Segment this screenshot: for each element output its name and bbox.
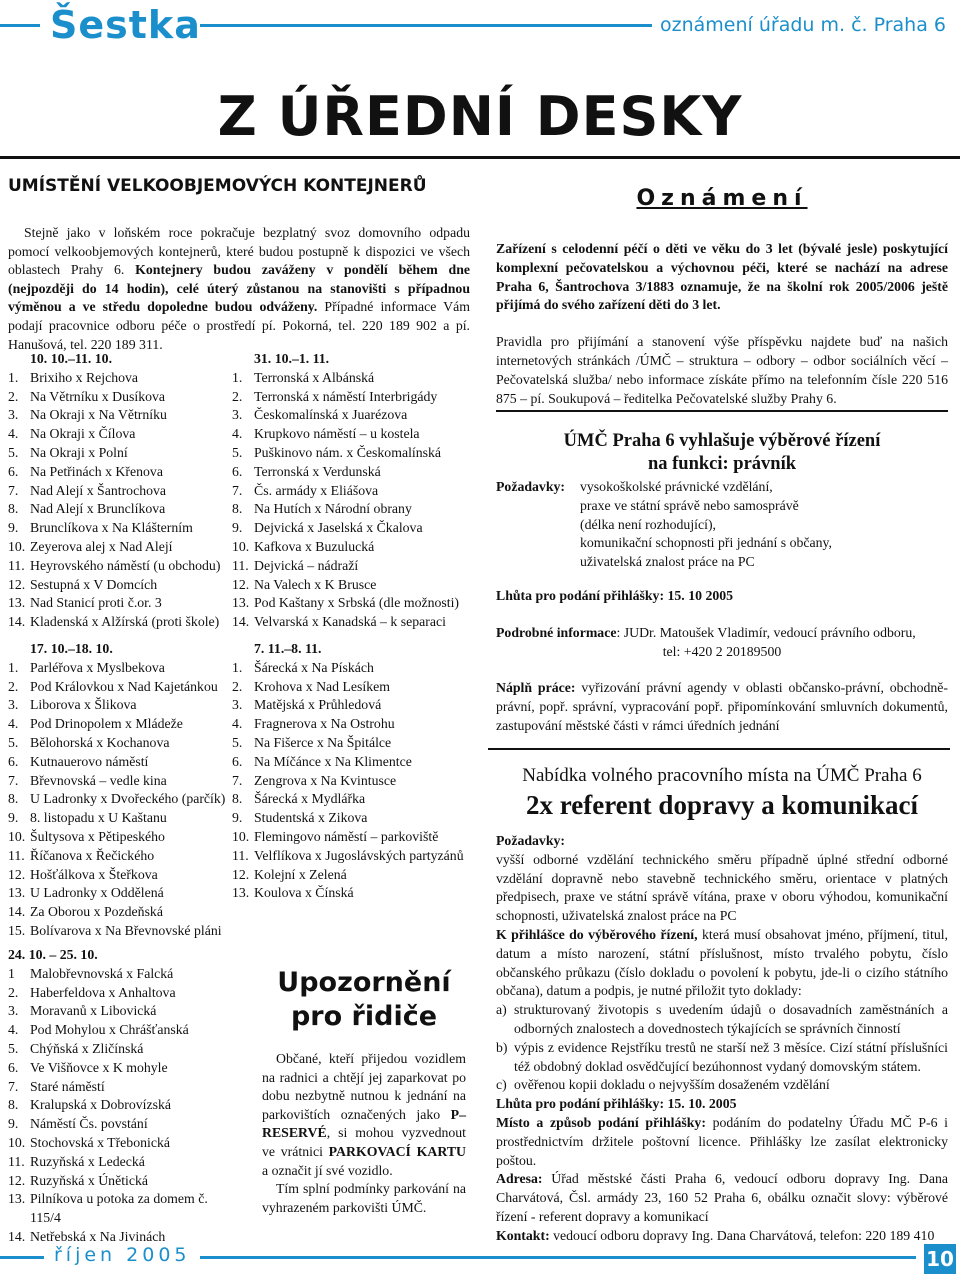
- list-item: [232, 538, 472, 557]
- group-list: [232, 659, 472, 903]
- list-item: [8, 903, 240, 922]
- list-item-number: 9.: [8, 810, 19, 826]
- tender-req-label: Požadavky:: [496, 479, 565, 494]
- group-date: 7. 11.–8. 11.: [254, 641, 322, 656]
- list-item-number: 11.: [8, 557, 25, 573]
- list-item-number: 5.: [8, 1040, 19, 1056]
- list-item: [8, 809, 240, 828]
- list-item: [8, 753, 240, 772]
- list-item-text: Velflíkova x Jugoslávských partyzánů: [254, 847, 464, 863]
- job-place-text: podáním do podatelny Úřadu MČ P-6 i prostřednictvím držitele poštovní licence. Přihlášky lze zasílat elektronicky poštou.: [496, 1114, 949, 1168]
- list-item-number: 9.: [232, 520, 243, 536]
- warning-text: [262, 1050, 466, 1180]
- list-item: [232, 519, 472, 538]
- list-item-text: 8. listopadu x U Kaštanu: [30, 810, 167, 826]
- list-item-number: 3.: [232, 697, 243, 713]
- list-item-number: 8.: [8, 791, 19, 807]
- list-item-text: Heyrovského náměstí (u obchodu): [30, 557, 221, 573]
- list-item-number: 2.: [232, 678, 243, 694]
- list-item: [232, 500, 472, 519]
- list-item-number: 6.: [8, 753, 19, 769]
- page-title: Z ÚŘEDNÍ DESKY: [217, 85, 743, 148]
- tender-req-item: (délka není rozhodující),: [580, 516, 717, 532]
- header-rule: [200, 24, 670, 27]
- intro-bold-text: Kontejnery budou zaváženy v pondělí během dne (nejpozději do 14 hodin), celé úterý zůstanou na stanovišti s případnou výměnou a ve středu dopoledne budou odváženy.: [8, 262, 470, 315]
- job-address: [496, 1170, 948, 1226]
- list-item: [8, 482, 240, 501]
- list-item: [232, 463, 472, 482]
- list-item-number: 10.: [8, 1134, 26, 1150]
- list-item-text: Velvarská x Kanadská – k separaci: [254, 614, 446, 630]
- list-item-number: 4.: [8, 1022, 19, 1038]
- list-item: [8, 790, 240, 809]
- group-list: [8, 369, 240, 632]
- list-item-number: 3.: [232, 407, 243, 423]
- list-item-text: Na Větrníku x Dusíkova: [30, 388, 166, 404]
- group-date: 31. 10.–1. 11.: [254, 351, 330, 366]
- list-item-number: 7.: [8, 772, 19, 788]
- list-item-text: Terronská x Albánská: [254, 369, 375, 385]
- intro-text: Stejně jako v loňském roce pokračuje bezplatný svoz domovního odpadu pomocí velkoobjemových kontejnerů, které budou postupně k dispozici ve všech oblastech Prahy 6.: [8, 225, 470, 278]
- list-item-number: 2.: [8, 984, 19, 1000]
- job-req-label: Požadavky:: [496, 833, 565, 848]
- list-item-text: Kolejní x Zelená: [254, 866, 347, 882]
- job-place-label: Místo a způsob podání přihlášky:: [496, 1114, 706, 1130]
- list-item-text: Na Míčánce x Na Klimentce: [254, 753, 412, 769]
- list-item: [8, 1040, 240, 1059]
- list-item-number: 2.: [232, 388, 243, 404]
- list-item-number: 9.: [232, 810, 243, 826]
- list-item-number: 8.: [232, 501, 243, 517]
- list-item: [232, 557, 472, 576]
- job-subtitle: Nabídka volného pracovního místa na ÚMČ Praha 6: [522, 765, 922, 786]
- job-doc-item: c) ověřenou kopii dokladu o nejvyšším dosaženém vzdělání: [496, 1077, 830, 1093]
- list-item-text: Břevnovská – vedle kina: [30, 772, 167, 788]
- list-item: [8, 828, 240, 847]
- list-item: [232, 866, 472, 885]
- list-item: [8, 734, 240, 753]
- group-date: 17. 10.–18. 10.: [30, 641, 113, 656]
- list-item-text: Malobřevnovská x Falcká: [30, 965, 174, 981]
- list-item-number: 8.: [8, 501, 19, 517]
- list-item-number: 6.: [8, 463, 19, 479]
- list-item: [8, 613, 240, 632]
- list-item-text: Parléřova x Myslbekova: [30, 659, 165, 675]
- schedule-group-4: [232, 640, 472, 903]
- list-item-number: 5.: [8, 444, 19, 460]
- list-item: [8, 772, 240, 791]
- group-date: 24. 10. – 25. 10.: [8, 947, 98, 962]
- notice-paragraph: Pravidla pro přijímání a stanovení výše příspěvku najdete buď na našich internetových stránkách /ÚMČ – struktura – odbory – odbor sociálních věcí – Pečovatelská služba/ nebo informace získáte přímo na telefonním čísle 220 516 875 – pí. Soukupová – ředitelka Pečovatelské služby Prahy 6.: [496, 334, 948, 406]
- warning-title-line2: pro řidiče: [290, 1001, 438, 1032]
- list-item: [232, 388, 472, 407]
- list-item: [8, 847, 240, 866]
- list-item-number: 7.: [8, 1078, 19, 1094]
- list-item-number: 2.: [8, 388, 19, 404]
- list-item-text: Stochovská x Třebonická: [30, 1134, 170, 1150]
- list-item-text: Ve Višňovce x K mohyle: [30, 1059, 168, 1075]
- tender-title: [496, 430, 948, 476]
- job-attach-text: která musí obsahovat jméno, příjmení, titul, datum a místo narození, státní příslušnost, místo trvalého pobytu, číslo občanského průkazu (číslo dokladu o povolení k pobytu, jde-li o cizího státního občana), datum a podpis, je nutné přiložit tyto doklady:: [496, 926, 949, 999]
- driver-warning: [262, 966, 466, 1217]
- schedule-group-1: [8, 350, 240, 632]
- list-item: [232, 659, 472, 678]
- list-item: [8, 519, 240, 538]
- list-item-text: Staré náměstí: [30, 1078, 105, 1094]
- list-item-number: 15.: [8, 922, 26, 938]
- list-item: [232, 613, 472, 632]
- list-item: [8, 984, 240, 1003]
- list-item-number: 4.: [232, 426, 243, 442]
- list-item-text: Studentská x Zikova: [254, 810, 368, 826]
- list-item-number: 4.: [232, 716, 243, 732]
- list-item-text: Brixiho x Rejchova: [30, 369, 139, 385]
- list-item-text: Říčanova x Řečického: [30, 847, 155, 863]
- tender-duties: [496, 679, 948, 735]
- list-item: [8, 866, 240, 885]
- list-item: [8, 678, 240, 697]
- intro-text-end: Případné informace Vám podají pracovnice odboru péče o prostředí pí. Pokorná, tel. 220 189 902 a pí. Hanušová, tel. 220 189 311.: [8, 299, 470, 352]
- list-item-text: Pod Drinopolem x Mládeže: [30, 716, 183, 732]
- list-item-text: Matějská x Průhledová: [254, 697, 382, 713]
- job-attachments: [496, 926, 948, 1001]
- office-label: oznámení úřadu m. č. Praha 6: [652, 14, 946, 37]
- list-item: [232, 576, 472, 595]
- list-item-text: Šárecká x Mydlářka: [254, 791, 366, 807]
- schedule-group-2: [232, 350, 472, 632]
- list-item: [8, 444, 240, 463]
- list-item-text: Kutnauerovo náměstí: [30, 753, 149, 769]
- list-item-text: Ruzyňská x Ledecká: [30, 1153, 145, 1169]
- warning-text-end: Tím splní podmínky parkování na vyhrazeném parkovišti ÚMČ.: [262, 1181, 466, 1215]
- list-item-text: Českomalínská x Juarézova: [254, 407, 408, 423]
- list-item-text: Fragnerova x Na Ostrohu: [254, 716, 395, 732]
- list-item: [232, 678, 472, 697]
- list-item: [8, 1190, 240, 1228]
- list-item-number: 6.: [8, 1059, 19, 1075]
- list-item-text: Bělohorská x Kochanova: [30, 734, 170, 750]
- list-item-number: 11.: [232, 557, 249, 573]
- list-item-text: Na Fišerce x Na Špitálce: [254, 734, 392, 750]
- list-item-text: Moravanů x Libovická: [30, 1003, 157, 1019]
- warning-text-c: a označit jí své vozidlo.: [262, 1162, 393, 1178]
- job-contact-text: vedoucí odboru dopravy Ing. Dana Charvátová, telefon: 220 189 410: [549, 1227, 935, 1243]
- list-item: [8, 715, 240, 734]
- list-item-text: Flemingovo náměstí – parkoviště: [254, 828, 439, 844]
- list-item: [232, 753, 472, 772]
- page-number: 10: [924, 1244, 956, 1274]
- job-doc-item: b) výpis z evidence Rejstříku trestů ne starší než 3 měsíce. Cizí státní příslušníci též obdobný doklad osvědčující bezúhonnost vydaný domovským státem.: [496, 1039, 948, 1074]
- list-item: [8, 425, 240, 444]
- list-item: [232, 790, 472, 809]
- list-item-number: 7.: [232, 772, 243, 788]
- list-item-number: 9.: [8, 1116, 19, 1132]
- group-list: [8, 965, 240, 1247]
- list-item-text: Na Okraji x Čílova: [30, 426, 136, 442]
- list-item-number: 13.: [8, 885, 26, 901]
- job-contact-label: Kontakt:: [496, 1227, 550, 1243]
- list-item: [8, 538, 240, 557]
- list-item-number: 1.: [8, 659, 19, 675]
- warning-text-a: Občané, kteří přijedou vozidlem na radnici a chtějí jej zaparkovat po dobu nezbytně nutnou k jednání na parkovištích označených jako: [262, 1051, 466, 1122]
- list-item-text: Sestupná x V Domcích: [30, 576, 158, 592]
- list-item: [8, 1172, 240, 1191]
- list-item: [232, 444, 472, 463]
- list-item-text: Na Valech x K Brusce: [254, 576, 377, 592]
- list-item-text: Puškinovo nám. x Českomalínská: [254, 444, 442, 460]
- list-item-text: Zeyerova alej x Nad Alejí: [30, 538, 173, 554]
- schedule-group-3: [8, 640, 240, 941]
- job-place: [496, 1114, 948, 1170]
- tender-duty-label: Náplň práce:: [496, 680, 576, 696]
- list-item-text: U Ladronky x Oddělená: [30, 885, 164, 901]
- warning-text-b: , si mohou vyzvednout ve vrátnici: [262, 1125, 466, 1159]
- list-item-number: 1.: [8, 369, 19, 385]
- list-item-number: 11.: [8, 1153, 25, 1169]
- list-item: [8, 1134, 240, 1153]
- list-item-text: Nad Alejí x Brunclíkova: [30, 501, 166, 517]
- notice-block: [496, 240, 948, 408]
- list-item: [232, 369, 472, 388]
- tender-duty-text: vyřizování právní agendy v oblasti občansko-právní, obchodně-právní, popř. správní, vypracování popř. připomínkování smluvních dokumentů, zastupování městské části v rámci úředních jednání: [496, 680, 949, 733]
- intro-paragraph: [8, 224, 470, 354]
- list-item-number: 14.: [8, 1228, 26, 1244]
- list-item-text: Čs. armády x Eliášova: [254, 482, 379, 498]
- footer-rule: [200, 1256, 916, 1259]
- group-list: [232, 369, 472, 632]
- list-item-number: 1.: [232, 659, 243, 675]
- list-item-text: Na Petřinách x Křenova: [30, 463, 163, 479]
- job-top-rule: [488, 748, 950, 750]
- job-deadline: Lhůta pro podání přihlášky: 15. 10. 2005: [496, 1096, 737, 1112]
- list-item: [8, 369, 240, 388]
- list-item: [8, 594, 240, 613]
- tender-req-item: praxe ve státní správě nebo samosprávě: [580, 497, 799, 513]
- list-item: [8, 965, 240, 984]
- list-item-number: 10.: [8, 538, 26, 554]
- job-block: [496, 764, 948, 1246]
- schedule-group-5: [8, 946, 240, 1247]
- tender-title-line1: ÚMČ Praha 6 vyhlašuje výběrové řízení: [563, 431, 881, 451]
- list-item-text: Koulova x Čínská: [254, 885, 354, 901]
- tender-info-tel: tel: +420 2 20189500: [662, 643, 782, 659]
- list-item-number: 9.: [8, 520, 19, 536]
- issue-month: říjen 2005: [54, 1244, 191, 1266]
- list-item-number: 4.: [8, 716, 19, 732]
- list-item-number: 11.: [232, 847, 249, 863]
- list-item-number: 12.: [8, 866, 26, 882]
- job-title: 2x referent dopravy a komunikací: [525, 790, 918, 820]
- job-attach-label: K přihlášce do výběrového řízení,: [496, 926, 698, 942]
- list-item: [8, 1059, 240, 1078]
- list-item-number: 14.: [8, 904, 26, 920]
- list-item-text: Kladenská x Alžírská (proti škole): [30, 614, 220, 630]
- job-contact: [496, 1227, 948, 1246]
- list-item: [232, 772, 472, 791]
- job-doc-item: a) strukturovaný životopis s uvedením údajů o dosavadních zaměstnáních a odborných znalostech a dovednostech týkajících se správních činností: [496, 1002, 948, 1036]
- list-item-text: Na Okraji x Na Větrníku: [30, 407, 167, 423]
- list-item: [232, 734, 472, 753]
- list-item-number: 3.: [8, 697, 19, 713]
- job-addr-label: Adresa:: [496, 1171, 543, 1187]
- list-item: [8, 406, 240, 425]
- list-item-text: Nad Alejí x Šantrochova: [30, 482, 167, 498]
- list-item-text: Netřebská x Na Jivinách: [30, 1228, 166, 1244]
- list-item-text: Kafkova x Buzulucká: [254, 538, 375, 554]
- warning-reserve: P–RESERVÉ: [262, 1106, 466, 1141]
- list-item-number: 6.: [232, 463, 243, 479]
- list-item-text: Náměstí Čs. povstání: [30, 1116, 148, 1132]
- list-item-text: Na Hutích x Národní obrany: [254, 501, 412, 517]
- list-item-number: 14.: [8, 614, 26, 630]
- list-item-number: 5.: [8, 734, 19, 750]
- list-item-text: Bolívarova x Na Břevnovské pláni: [30, 922, 222, 938]
- brand-logo: Šestka: [50, 3, 201, 47]
- tender-info-label: Podrobné informace: [496, 624, 617, 640]
- list-item-text: Haberfeldova x Anhaltova: [30, 984, 176, 1000]
- warning-title: [262, 966, 466, 1034]
- list-item-text: Pod Mohylou x Chrášťanská: [30, 1022, 189, 1038]
- list-item: [232, 809, 472, 828]
- list-item-number: 13.: [8, 1191, 26, 1207]
- list-item-text: Dejvická x Jaselská x Čkalova: [254, 520, 423, 536]
- list-item: [8, 1096, 240, 1115]
- tender-title-line2: na funkci: právník: [647, 454, 797, 474]
- list-item-number: 14.: [232, 614, 250, 630]
- list-item-text: Chýňská x Zličínská: [30, 1040, 144, 1056]
- notice-title: Oznámení: [636, 186, 808, 211]
- list-item: [8, 922, 240, 941]
- list-item: [8, 884, 240, 903]
- list-item-number: 2.: [8, 678, 19, 694]
- list-item-number: 13.: [232, 885, 250, 901]
- tender-req-item: uživatelská znalost práce na PC: [580, 554, 755, 570]
- list-item-number: 7.: [232, 482, 243, 498]
- list-item: [232, 828, 472, 847]
- group-date: 10. 10.–11. 10.: [30, 351, 113, 366]
- list-item-text: Kralupská x Dobrovízská: [30, 1097, 172, 1113]
- list-item-text: Šárecká x Na Pískách: [254, 659, 374, 675]
- list-item-number: 3.: [8, 407, 19, 423]
- footer-rule-left: [0, 1256, 44, 1259]
- list-item: [8, 1002, 240, 1021]
- section-heading: UMÍSTĚNÍ VELKOOBJEMOVÝCH KONTEJNERŮ: [8, 176, 427, 196]
- list-item: [232, 482, 472, 501]
- title-rule: [0, 156, 960, 159]
- warning-title-line1: Upozornění: [277, 967, 451, 998]
- list-item-text: Hošťálkova x Šteřkova: [30, 866, 158, 882]
- list-item-text: Brunclíkova x Na Klášterním: [30, 520, 193, 536]
- list-item-text: Pod Kaštany x Srbská (dle možnosti): [254, 595, 460, 611]
- list-item-number: 10.: [232, 538, 250, 554]
- notice-bold-paragraph: Zařízení s celodenní péčí o děti ve věku do 3 let (bývalé jesle) poskytující komplexní pečovatelskou a výchovnou péči, které se nachází na adrese Praha 6, Šantrochova 3/1883 oznamuje, že na školní rok 2005/2006 ještě přijímá do svého zařízení děti do 3 let.: [496, 241, 948, 313]
- list-item-text: Krupkovo náměstí – u kostela: [254, 426, 420, 442]
- job-addr-text: Úřad městské části Praha 6, vedoucí odboru dopravy Ing. Dana Charvátová, Čsl. armády 23, 160 52 Praha 6, obálku označit slovy: výběrové řízení - referent dopravy a komunikací: [496, 1171, 948, 1224]
- list-item: [232, 715, 472, 734]
- list-item-text: Nad Stanicí proti č.or. 3: [30, 595, 162, 611]
- list-item-number: 6.: [232, 753, 243, 769]
- list-item-text: Krohova x Nad Lesíkem: [254, 678, 391, 694]
- list-item-number: 7.: [8, 482, 19, 498]
- list-item-number: 12.: [8, 1172, 26, 1188]
- list-item-number: 13.: [232, 595, 250, 611]
- list-item-number: 1.: [232, 369, 243, 385]
- list-item: [232, 696, 472, 715]
- list-item: [8, 557, 240, 576]
- list-item-text: Na Okraji x Polní: [30, 444, 128, 460]
- list-item: [8, 659, 240, 678]
- list-item: [232, 847, 472, 866]
- group-list: [8, 659, 240, 941]
- tender-top-rule: [496, 410, 948, 412]
- tender-block: [496, 430, 948, 736]
- list-item-number: 8.: [232, 791, 243, 807]
- list-item-text: Terronská x Verdunská: [254, 463, 381, 479]
- list-item: [8, 696, 240, 715]
- list-item-text: Liborova x Šlikova: [30, 697, 137, 713]
- header-rule-left: [0, 24, 40, 27]
- list-item: [232, 425, 472, 444]
- list-item-number: 8.: [8, 1097, 19, 1113]
- tender-deadline: Lhůta pro podání přihlášky: 15. 10 2005: [496, 587, 734, 603]
- list-item-number: 12.: [232, 576, 250, 592]
- list-item: [8, 500, 240, 519]
- tender-info: [496, 624, 948, 643]
- list-item-text: U Ladronky x Dvořeckého (parčík): [30, 791, 226, 807]
- list-item-number: 10.: [8, 828, 26, 844]
- tender-req-item: komunikační schopnosti při jednání s občany,: [580, 535, 833, 551]
- list-item-text: Terronská x náměstí Interbrigády: [254, 388, 438, 404]
- list-item: [232, 406, 472, 425]
- list-item-number: 3.: [8, 1003, 19, 1019]
- list-item: [8, 463, 240, 482]
- list-item-text: Ruzyňská x Únětická: [30, 1172, 149, 1188]
- list-item: [8, 1021, 240, 1040]
- list-item-number: 11.: [8, 847, 25, 863]
- warning-card: PARKOVACÍ KARTU: [328, 1143, 466, 1159]
- list-item: [232, 594, 472, 613]
- list-item-text: Za Oborou x Pozdeňská: [30, 904, 163, 920]
- list-item-number: 1: [8, 965, 15, 981]
- tender-requirements: [496, 478, 948, 497]
- list-item-text: Pilníkova u potoka za domem č. 115/4: [30, 1191, 208, 1226]
- list-item-number: 4.: [8, 426, 19, 442]
- list-item: [8, 1078, 240, 1097]
- list-item: [8, 388, 240, 407]
- list-item-number: 10.: [232, 828, 250, 844]
- tender-req-item: vysokoškolské právnické vzdělání,: [580, 479, 773, 494]
- job-req-text: vyšší odborné vzdělání technického směru případně úplné střední odborné vzdělání dopravně nebo stavebně technického směru, orientace v platných předpisech, praxe ve státní správě vítána, praxe v oboru výhodou, komunikační schopnosti, uživatelská znalost práce na PC: [496, 851, 948, 924]
- tender-req-list: [580, 478, 773, 497]
- list-item: [8, 576, 240, 595]
- list-item-text: Šultysova x Pětipeského: [30, 828, 165, 844]
- list-item-number: 5.: [232, 444, 243, 460]
- list-item: [8, 1153, 240, 1172]
- list-item-number: 12.: [8, 576, 26, 592]
- list-item-text: Dejvická – nádraží: [254, 557, 359, 573]
- tender-info-text: : JUDr. Matoušek Vladimír, vedoucí právního odboru,: [616, 624, 916, 640]
- list-item: [232, 884, 472, 903]
- list-item-text: Pod Královkou x Nad Kajetánkou: [30, 678, 218, 694]
- list-item-text: Zengrova x Na Kvintusce: [254, 772, 397, 788]
- list-item-number: 12.: [232, 866, 250, 882]
- list-item: [8, 1115, 240, 1134]
- list-item-number: 13.: [8, 595, 26, 611]
- list-item-number: 5.: [232, 734, 243, 750]
